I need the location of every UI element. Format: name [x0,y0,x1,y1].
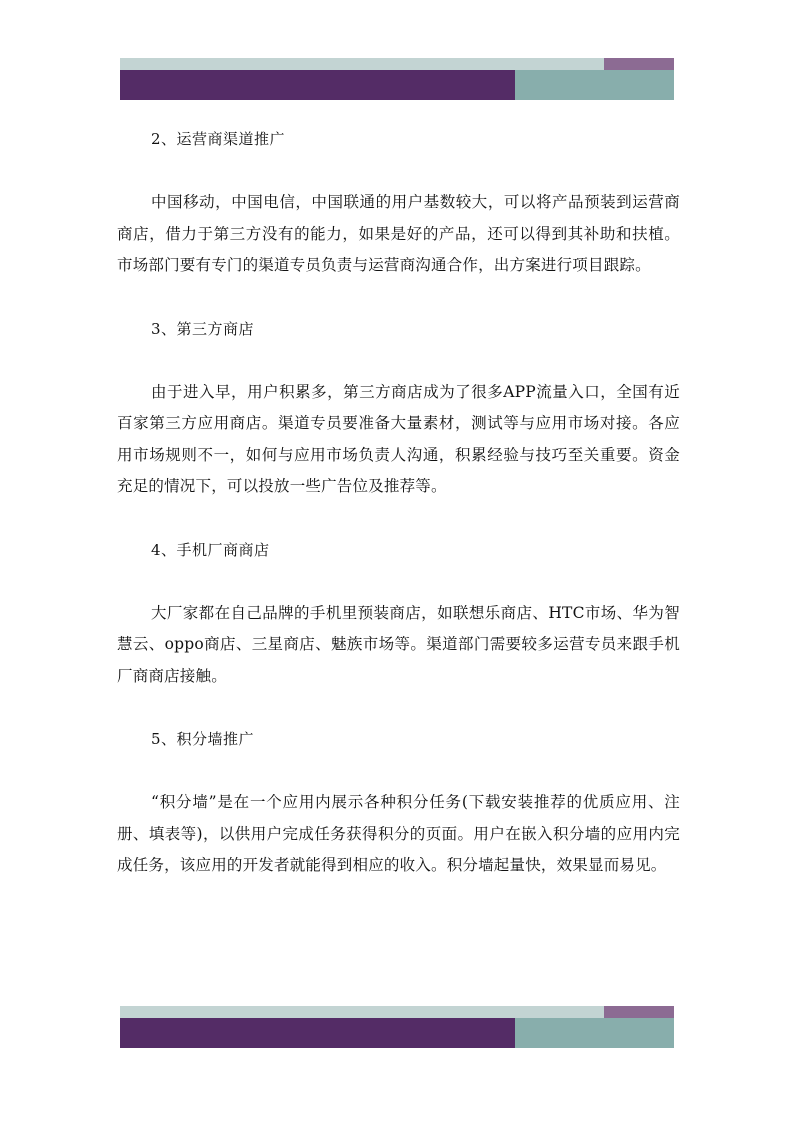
footer-band-light-strip [120,1006,604,1018]
section-paragraph-5: “积分墙”是在一个应用内展示各种积分任务(下载安装推荐的优质应用、注册、填表等)，以供用户完成任务获得积分的页面。用户在嵌入积分墙的应用内完成任务，该应用的开发者就能得到相应的收入。积分墙起量快，效果显而易见。 [117,793,680,874]
document-body [117,128,680,882]
section-paragraph-3: 由于进入早，用户积累多，第三方商店成为了很多APP流量入口，全国有近百家第三方应用商店。渠道专员要准备大量素材，测试等与应用市场对接。各应用市场规则不一，如何与应用市场负责人沟通，积累经验与技巧至关重要。资金充足的情况下，可以投放一些广告位及推荐等。 [117,382,680,495]
section-heading-2: 2、运营商渠道推广 [151,130,286,148]
footer-band-mauve-strip [604,1006,674,1018]
section-paragraph-4: 大厂家都在自己品牌的手机里预装商店，如联想乐商店、HTC市场、华为智慧云、oppo商店、三星商店、魅族市场等。渠道部门需要较多运营专员来跟手机厂商商店接触。 [117,603,680,685]
section-heading-4: 4、手机厂商商店 [151,540,270,559]
header-band-teal-strip [515,70,674,100]
footer-band-teal-strip [515,1018,674,1048]
header-decorative-band [120,58,674,100]
header-band-dark-strip [120,70,515,100]
section-heading-5: 5、积分墙推广 [151,730,255,748]
footer-band-dark-strip [120,1018,515,1048]
section-paragraph-2: 中国移动，中国电信，中国联通的用户基数较大，可以将产品预装到运营商商店，借力于第三方没有的能力，如果是好的产品，还可以得到其补助和扶植。市场部门要有专门的渠道专员负责与运营商沟通合作，出方案进行项目跟踪。 [117,193,680,274]
header-band-mauve-strip [604,58,674,70]
section-heading-3: 3、第三方商店 [151,319,255,338]
footer-decorative-band [120,1006,674,1048]
header-band-light-strip [120,58,604,70]
